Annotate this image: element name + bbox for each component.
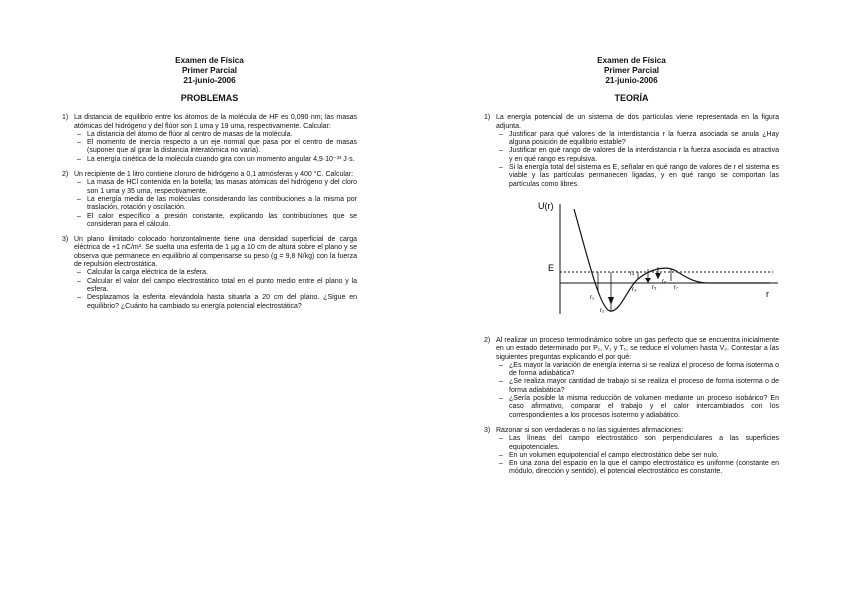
exam-date: 21-junio-2006	[183, 76, 236, 85]
point-label-r5: r₅	[652, 284, 657, 291]
bullet: – El momento de inercia respecto a un eje normal que pasa por el centro de masas (suponer que al girar la distancia interatómica no varía).	[74, 139, 357, 156]
bullet: – En una zona del espacio en la que el campo electrostático es uniforme (constante en módulo, dirección y sentido), el potencial electrostático es constante.	[496, 460, 779, 477]
bullet: – Justificar para qué valores de la interdistancia r la fuerza asociada se anula ¿Hay alguna posición de equilibrio estable?	[496, 131, 779, 148]
point-label-r1: r₁	[590, 294, 595, 301]
bullet: – ¿Es mayor la variación de energía interna si se realiza el proceso de forma isoterma o de forma adiabática?	[496, 362, 779, 379]
item-text: Un recipiente de 1 litro contiene cloruro de hidrógeno a 0,1 atmósferas y 400 °C. Calcular:	[74, 171, 354, 179]
potential-energy-figure	[508, 199, 779, 329]
bullet: – El calor específico a presión constante, explicando las contribuciones que se consideran para el cálculo.	[74, 213, 357, 230]
exam-subtitle: Primer Parcial	[181, 66, 238, 75]
bullet: – Desplazamos la esferita elevándola hasta situarla a 20 cm del plano. ¿Sigue en equilibrio? ¿Cuánto ha cambiado su energía potencial electrostática?	[74, 294, 357, 311]
arrow-down-icon	[655, 273, 661, 279]
item-text: La distancia de equilibrio entre los átomos de la molécula de HF es 0,090 nm; las masas atómicas del hidrógeno y del flúor son 1 uma y 19 uma, respectivamente. Calcular:	[74, 114, 357, 130]
exam-date: 21-junio-2006	[605, 76, 658, 85]
exam-subtitle: Primer Parcial	[603, 66, 660, 75]
bullet: – Calcular la carga eléctrica de la esfera.	[74, 269, 357, 277]
potential-curve	[574, 209, 770, 311]
exam-title: Examen de Física	[597, 56, 666, 65]
bullet: – La distancia del átomo de flúor al centro de masas de la molécula.	[74, 131, 357, 139]
point-label-r2: r₂	[600, 307, 605, 314]
item-text: Razonar si son verdaderas o no las siguientes afirmaciones:	[496, 426, 684, 434]
arrow-down-icon	[645, 278, 651, 283]
problems-page	[62, 56, 357, 318]
problem-3	[62, 236, 357, 311]
item-number: 2)	[484, 336, 491, 344]
question-2	[484, 337, 779, 420]
bullet: – Las líneas del campo electrostático son perpendiculares a las superficies equipotenciales.	[496, 435, 779, 452]
arrow-down-icon	[608, 297, 614, 305]
point-label-r4: r₄	[630, 270, 635, 277]
x-axis-label: r	[766, 288, 769, 299]
bullet: – ¿Se realiza mayor cantidad de trabajo si se realiza el proceso de forma isoterma o de forma adiabática?	[496, 378, 779, 395]
bullet: – Justificar en qué rango de valores de la interdistancia r la fuerza asociada es atractiva y en qué rango es repulsiva.	[496, 147, 779, 164]
item-text: Un plano ilimitado colocado horizontalmente tiene una densidad superficial de carga eléctrica de +1 nC/m². Se suelta una esferita de 1 µg a 10 cm de altura sobre el plano y se observa que permanece en equilibrio al compensarse su peso (g = 9,8 N/kg) con la fuerza de repulsión electrostática.	[74, 236, 357, 269]
item-text: La energía potencial de un sistema de dos partículas viene representada en la figura adjunta.	[496, 114, 779, 130]
item-text: Al realizar un proceso termodinámico sobre un gas perfecto que se encuentra inicialmente en un estado determinado por P₁, V₁ y T₁, se reduce el volumen hasta V₂. Contestar a las siguientes preguntas explicando el por qué:	[496, 336, 779, 361]
point-label-r6: r₆	[662, 278, 667, 285]
item-number: 3)	[62, 236, 69, 244]
bullet: – La energía media de las moléculas considerando las contribuciones a la misma por traslación, rotación y oscilación.	[74, 196, 357, 213]
item-number: 3)	[484, 426, 491, 434]
bullet: – Calcular el valor del campo electrostático total en el punto medio entre el plano y la esfera.	[74, 278, 357, 295]
problem-2	[62, 171, 357, 229]
item-number: 1)	[62, 114, 69, 122]
theory-page	[484, 56, 779, 484]
bullet: – ¿Sería posible la misma reducción de volumen mediante un proceso isobárico? En caso afirmativo, comparar el trabajo y el calor intercambiados con los correspondientes a los procesos isotermo y adiabático.	[496, 395, 779, 420]
item-number: 1)	[484, 114, 491, 122]
question-3	[484, 427, 779, 477]
bullet: – Si la energía total del sistema es E, señalar en qué rango de valores de r el sistema es viable y las partículas permanecen ligadas, y en qué rango se comportan las partículas como libres.	[496, 164, 779, 189]
section-title: TEORÍA	[614, 93, 649, 103]
item-number: 2)	[62, 171, 69, 179]
section-title: PROBLEMAS	[180, 93, 239, 103]
exam-title: Examen de Física	[175, 56, 244, 65]
point-label-r3: r₃	[632, 286, 637, 293]
y-axis-label: U(r)	[538, 200, 554, 211]
exam-header	[484, 56, 779, 86]
energy-label: E	[548, 262, 555, 273]
bullet: – La masa de HCl contenida en la botella; las masas atómicas del hidrógeno y del cloro son 1 uma y 35 uma, respectivamente.	[74, 179, 357, 196]
bullet: – En un volumen equipotencial el campo electrostático debe ser nulo.	[496, 452, 779, 460]
potential-energy-diagram	[508, 199, 778, 329]
point-label-r7: r₇	[674, 284, 679, 291]
exam-header	[62, 56, 357, 86]
question-1	[484, 114, 779, 329]
bullet: – La energía cinética de la molécula cuando gira con un momento angular 4,9·10⁻³³ J·s.	[74, 156, 357, 164]
problem-1	[62, 114, 357, 164]
